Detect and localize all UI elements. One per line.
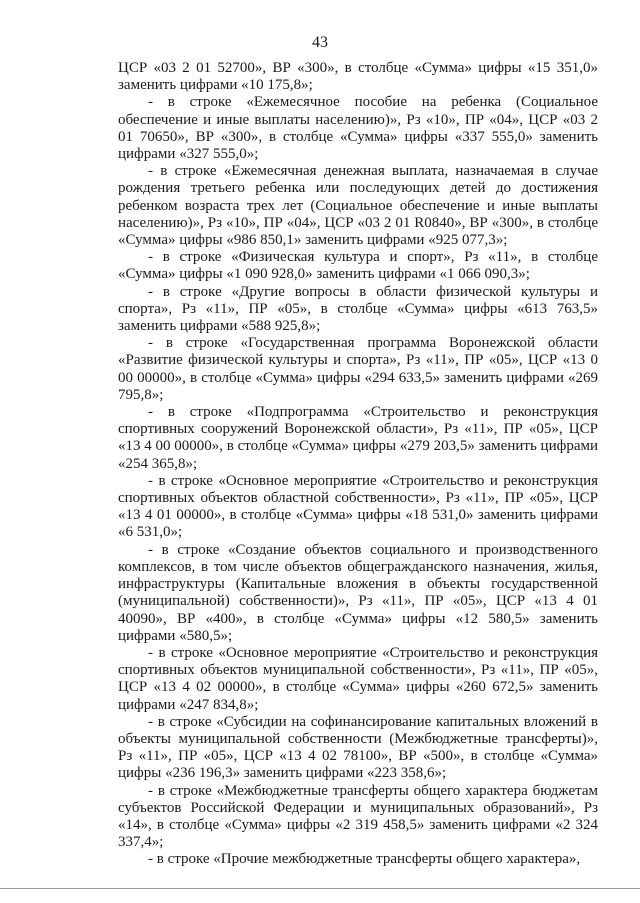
paragraph: - в строке «Межбюджетные трансферты общего характера бюджетам субъектов Российской Федерации и муниципальных образований», Рз «14», в столбце «Сумма» цифры «2 319 458,5» заменить цифрами «2 324 337,4»; [118, 782, 598, 851]
paragraph: - в строке «Физическая культура и спорт», Рз «11», в столбце «Сумма» цифры «1 090 928,0» заменить цифрами «1 066 090,3»; [118, 249, 598, 283]
paragraph: - в строке «Государственная программа Воронежской области «Развитие физической культуры и спорта», Рз «11», ПР «05», ЦСР «13 0 00 00000», в столбце «Сумма» цифры «294 633,5» заменить цифрами «269 795,8»; [118, 335, 598, 403]
paragraph-continuation: ЦСР «03 2 01 52700», ВР «300», в столбце «Сумма» цифры «15 351,0» заменить цифрами «10 175,8»; [118, 60, 598, 94]
document-body [118, 60, 598, 869]
paragraph: - в строке «Субсидии на софинансирование капитальных вложений в объекты муниципальной собственности (Межбюджетные трансферты)», Рз «11», ПР «05», ЦСР «13 4 02 78100», ВР «500», в столбце «Сумма» цифры «236 196,3» заменить цифрами «223 358,6»; [118, 713, 598, 782]
paragraph: - в строке «Создание объектов социального и производственного комплексов, в том числе объектов общегражданского назначения, жилья, инфраструктуры (Капитальные вложения в объекты государственной (муниципальной) собственности)», Рз «11», ПР «05», ЦСР «13 4 01 40090», ВР «400», в столбце «Сумма» цифры «12 580,5» заменить цифрами «580,5»; [118, 541, 598, 644]
page-number: 43 [312, 34, 328, 51]
paragraph: - в строке «Другие вопросы в области физической культуры и спорта», Рз «11», ПР «05», в столбце «Сумма» цифры «613 763,5» заменить цифрами «588 925,8»; [118, 283, 598, 335]
paragraph: - в строке «Подпрограмма «Строительство и реконструкция спортивных сооружений Воронежской области», Рз «11», ПР «05», ЦСР «13 4 00 00000», в столбце «Сумма» цифры «279 203,5» заменить цифрами «254 365,8»; [118, 404, 598, 472]
paragraph: - в строке «Основное мероприятие «Строительство и реконструкция спортивных объектов областной собственности», Рз «11», ПР «05», ЦСР «13 4 01 00000», в столбце «Сумма» цифры «18 531,0» заменить цифрами «6 531,0»; [118, 472, 598, 541]
paragraph: - в строке «Прочие межбюджетные трансферты общего характера», [148, 851, 581, 868]
paragraph: - в строке «Основное мероприятие «Строительство и реконструкция спортивных объектов муниципальной собственности», Рз «11», ПР «05», ЦСР «13 4 02 00000», в столбце «Сумма» цифры «260 672,5» заменить цифрами «247 834,8»; [118, 644, 598, 713]
page-edge-line [0, 888, 640, 889]
paragraph: - в строке «Ежемесячное пособие на ребенка (Социальное обеспечение и иные выплаты населению)», Рз «10», ПР «04», ЦСР «03 2 01 70650», ВР «300», в столбце «Сумма» цифры «337 555,0» заменить цифрами «327 555,0»; [118, 94, 598, 163]
paragraph: - в строке «Ежемесячная денежная выплата, назначаемая в случае рождения третьего ребенка или последующих детей до достижения ребенком возраста трех лет (Социальное обеспечение и иные выплаты населению)», Рз «10», ПР «04», ЦСР «03 2 01 R0840», ВР «300», в столбце «Сумма» цифры «986 850,1» заменить цифрами «925 077,3»; [118, 163, 598, 249]
